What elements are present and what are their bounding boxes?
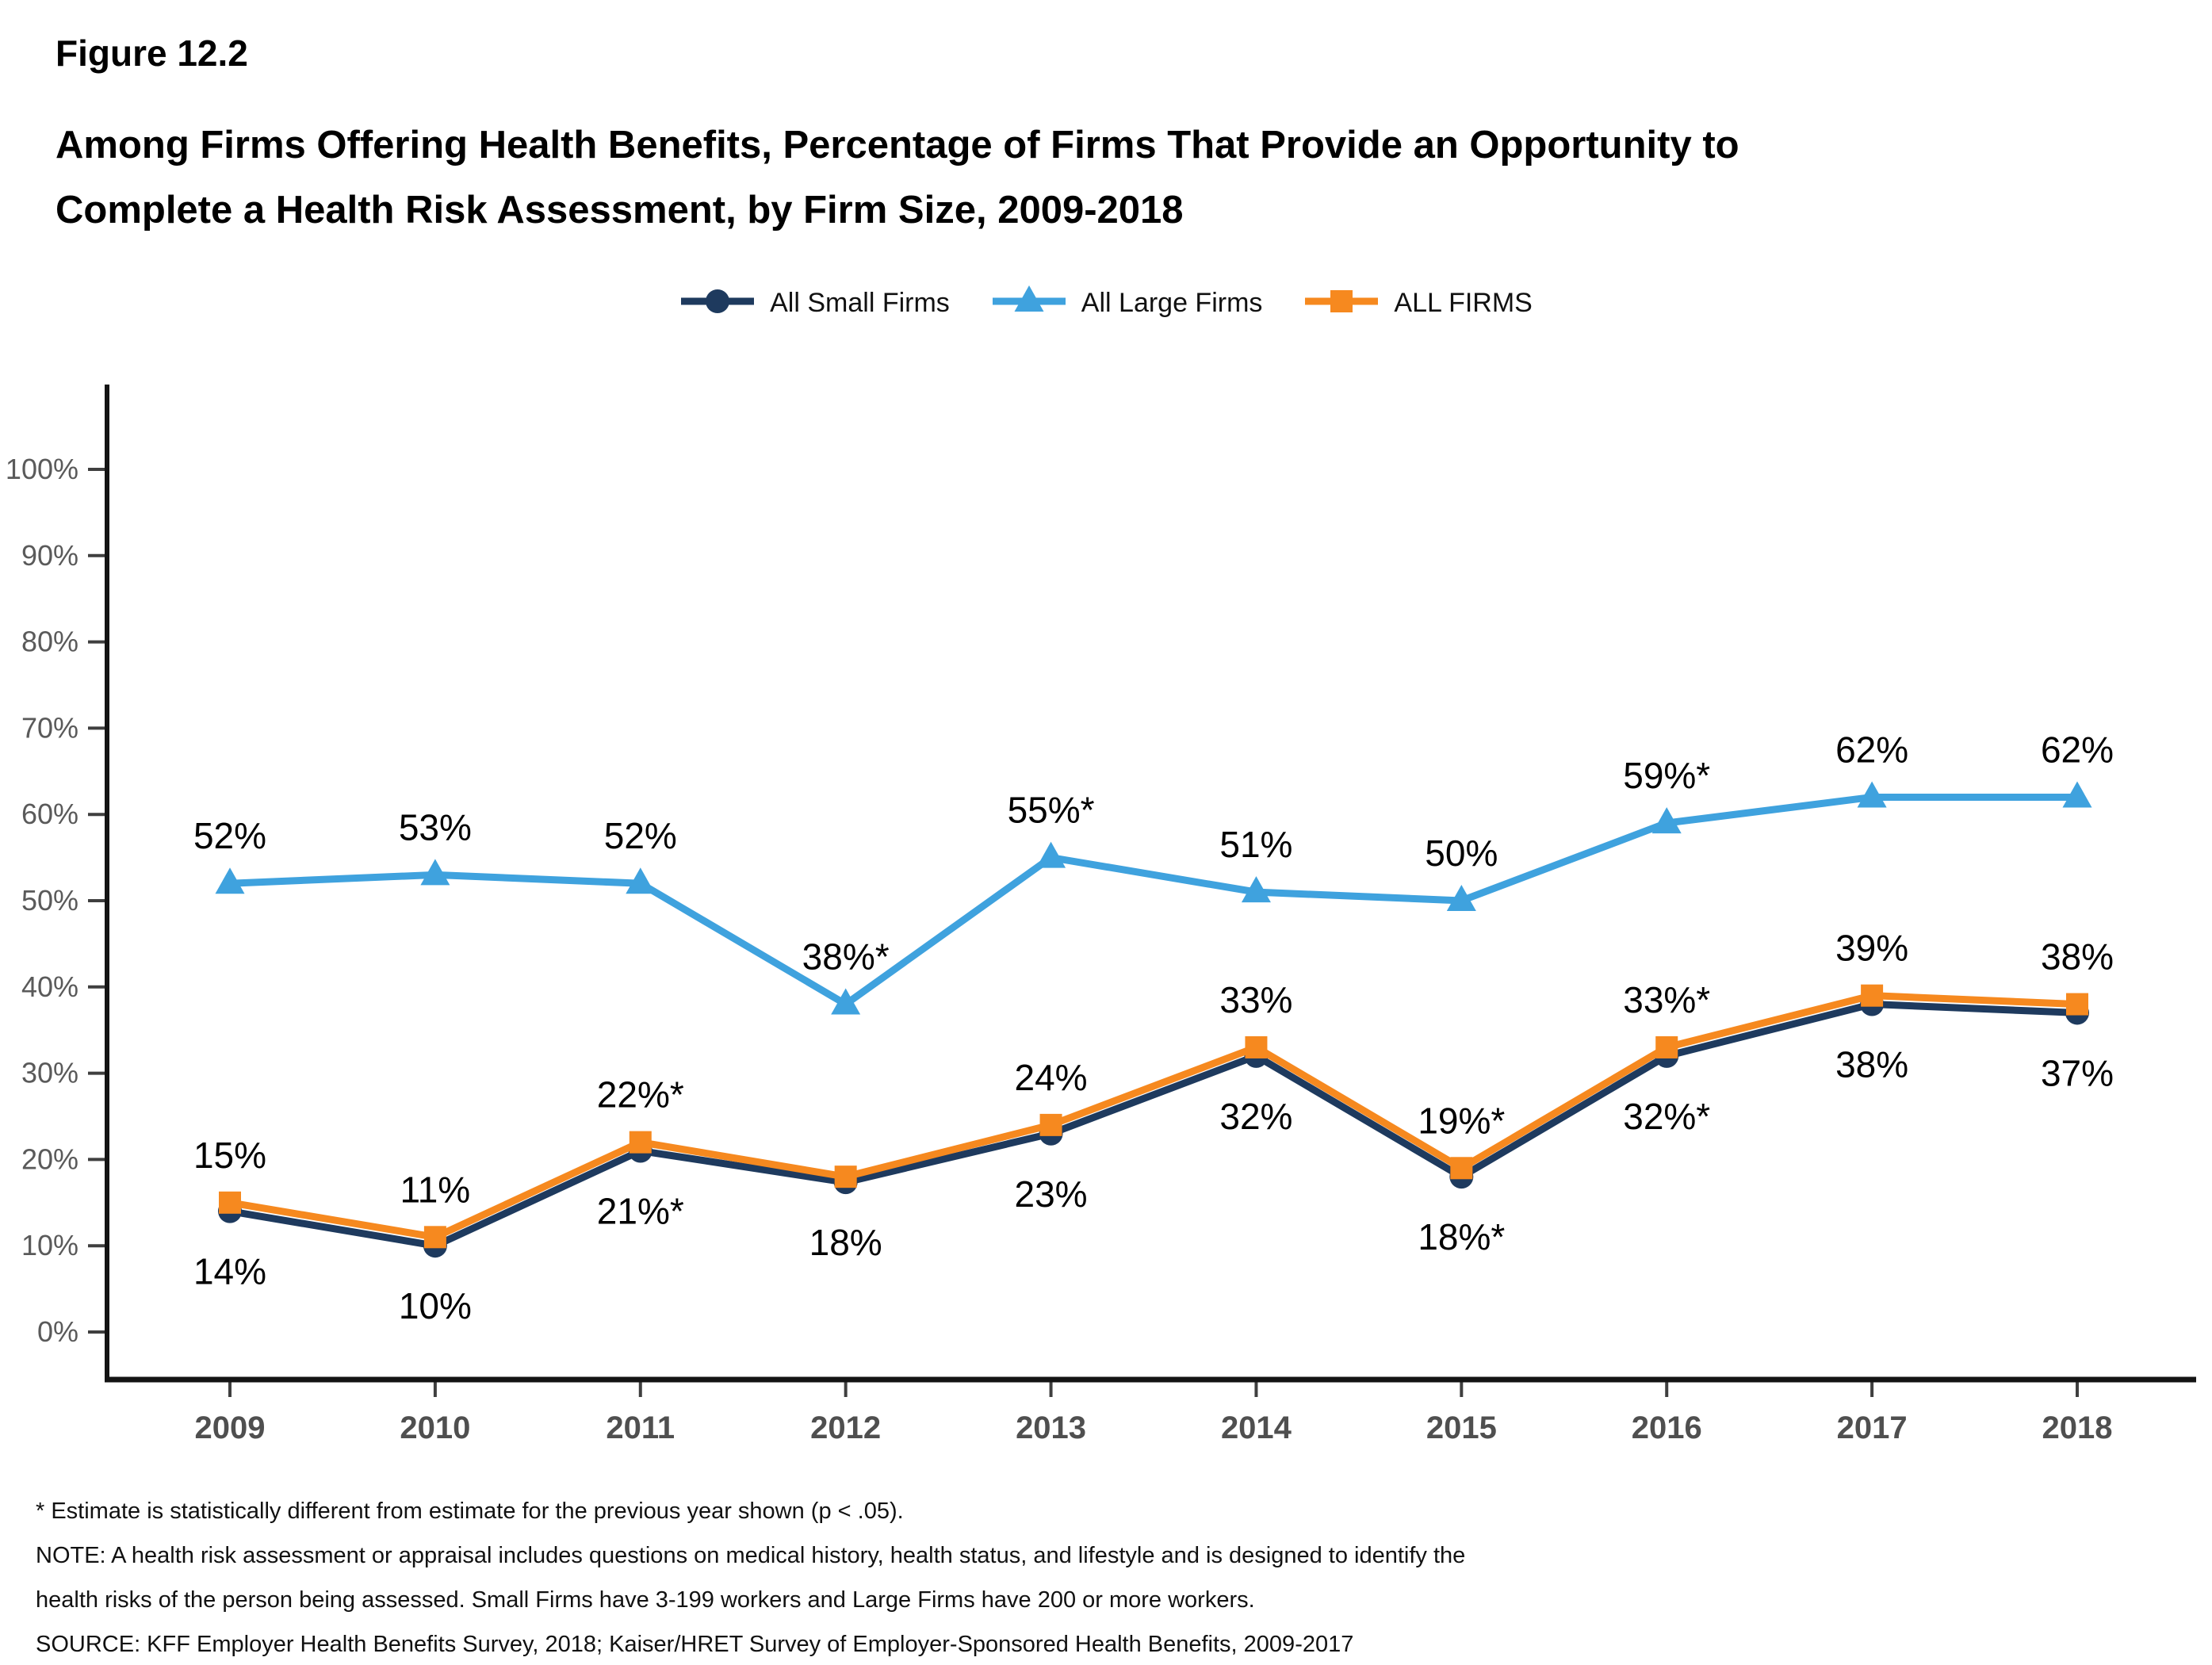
data-point-label: 18% (809, 1222, 882, 1264)
data-point-label: 32%* (1623, 1095, 1711, 1137)
data-point-label: 62% (2040, 729, 2114, 771)
x-axis-tick-label: 2016 (1631, 1410, 1702, 1445)
data-point-label: 52% (193, 815, 267, 857)
data-point-label: 11% (400, 1169, 471, 1211)
legend-swatch-triangle-icon (991, 284, 1067, 323)
data-point-label: 55%* (1007, 789, 1095, 831)
y-axis-tick-label: 10% (21, 1229, 78, 1262)
title-block (55, 29, 1739, 243)
data-point-label: 37% (2040, 1052, 2114, 1094)
data-point-label: 33% (1219, 978, 1293, 1020)
data-point-label: 50% (1425, 832, 1498, 874)
legend-label: All Large Firms (1081, 288, 1263, 318)
data-point-label: 18%* (1418, 1216, 1506, 1258)
series-all-firms (193, 928, 2114, 1249)
legend-swatch-square-icon (1303, 284, 1380, 323)
series-all-large-firms (193, 729, 2114, 1014)
x-axis-tick-label: 2015 (1426, 1410, 1497, 1445)
footnote-source: SOURCE: KFF Employer Health Benefits Survey, 2018; Kaiser/HRET Survey of Employer-Sponsored Health Benefits, 2009-2017 (36, 1632, 1354, 1657)
square-data-point-marker (1450, 1157, 1472, 1179)
x-axis-tick-label: 2014 (1220, 1410, 1292, 1445)
data-point-label: 39% (1835, 927, 1909, 969)
data-point-label: 32% (1219, 1095, 1293, 1137)
y-axis-tick-label: 90% (21, 538, 78, 572)
data-point-label: 24% (1014, 1056, 1088, 1098)
data-point-label: 22%* (596, 1074, 684, 1116)
footnotes (36, 1489, 2176, 1665)
footnote-asterisk: * Estimate is statistically different from estimate for the previous year shown (p < .05). (36, 1498, 904, 1524)
x-axis-tick-label: 2018 (2042, 1410, 2113, 1445)
circle-marker-icon (706, 289, 729, 313)
figure-title-line-2: Complete a Health Risk Assessment, by Firm Size, 2009-2018 (55, 189, 1184, 232)
series-line (230, 996, 2077, 1238)
y-axis-tick-label: 50% (21, 884, 78, 917)
legend-swatch-all-large-firms (991, 284, 1067, 319)
y-axis-tick-label: 20% (21, 1143, 78, 1176)
figure-title (55, 113, 1739, 243)
y-axis-tick-label: 60% (21, 798, 78, 831)
triangle-data-point-marker (1036, 842, 1066, 868)
data-point-label: 52% (603, 815, 677, 857)
legend-item-all-large-firms (991, 284, 1263, 323)
square-marker-icon (1330, 290, 1353, 312)
series-line (230, 1005, 2077, 1246)
square-data-point-marker (1040, 1114, 1062, 1136)
data-point-label: 51% (1219, 824, 1293, 866)
x-axis-tick-label: 2012 (810, 1410, 882, 1445)
series-line (230, 797, 2077, 1004)
legend-item-all-firms (1303, 284, 1532, 323)
data-point-label: 23% (1014, 1173, 1088, 1215)
legend-item-all-small-firms (679, 284, 950, 323)
y-axis-tick-label: 40% (21, 970, 78, 1003)
x-axis-tick-label: 2011 (606, 1410, 675, 1445)
figure-number: Figure 12.2 (55, 33, 248, 74)
figure-title-line-1: Among Firms Offering Health Benefits, Percentage of Firms That Provide an Opportunity to (55, 124, 1739, 166)
chart-legend (0, 284, 2212, 323)
x-axis-tick-label: 2010 (400, 1410, 471, 1445)
x-axis-tick-label: 2013 (1016, 1410, 1087, 1445)
data-point-label: 19%* (1418, 1100, 1506, 1142)
legend-swatch-all-firms (1303, 284, 1380, 319)
square-data-point-marker (219, 1192, 241, 1214)
legend-swatch-all-small-firms (679, 284, 756, 319)
footnote-note-line-2: health risks of the person being assessed. Small Firms have 3-199 workers and Large Firms have 200 or more workers. (36, 1587, 1255, 1613)
y-axis-tick-label: 100% (5, 453, 78, 485)
square-data-point-marker (2066, 993, 2088, 1016)
square-data-point-marker (424, 1226, 446, 1248)
data-point-label: 33%* (1623, 978, 1711, 1020)
legend-label: ALL FIRMS (1394, 288, 1533, 318)
y-axis-tick-label: 0% (36, 1315, 78, 1348)
x-axis-tick-label: 2017 (1836, 1410, 1908, 1445)
data-point-label: 21%* (596, 1190, 684, 1232)
data-point-label: 15% (193, 1134, 267, 1176)
data-point-label: 38%* (802, 936, 890, 978)
legend-swatch-circle-icon (679, 284, 756, 323)
square-data-point-marker (1245, 1036, 1267, 1058)
y-axis-tick-label: 80% (21, 625, 78, 658)
y-axis-tick-label: 30% (21, 1056, 78, 1089)
y-axis-tick-label: 70% (21, 711, 78, 744)
legend-label: All Small Firms (770, 288, 950, 318)
square-data-point-marker (1861, 985, 1883, 1007)
chart-svg (0, 373, 2212, 1467)
data-point-label: 62% (1835, 729, 1909, 771)
square-data-point-marker (1655, 1036, 1678, 1058)
square-data-point-marker (630, 1131, 652, 1154)
data-point-label: 10% (398, 1285, 472, 1327)
series-all-small-firms (193, 993, 2114, 1327)
data-point-label: 38% (1835, 1043, 1909, 1085)
data-point-label: 53% (398, 806, 472, 848)
data-point-label: 14% (193, 1250, 267, 1292)
x-axis-tick-label: 2009 (194, 1410, 266, 1445)
data-point-label: 38% (2040, 936, 2114, 978)
line-chart (0, 373, 2212, 1467)
square-data-point-marker (835, 1166, 857, 1188)
data-point-label: 59%* (1623, 755, 1711, 797)
footnote-note-line-1: NOTE: A health risk assessment or appraisal includes questions on medical history, health status, and lifestyle and is designed to identify the (36, 1543, 1466, 1568)
